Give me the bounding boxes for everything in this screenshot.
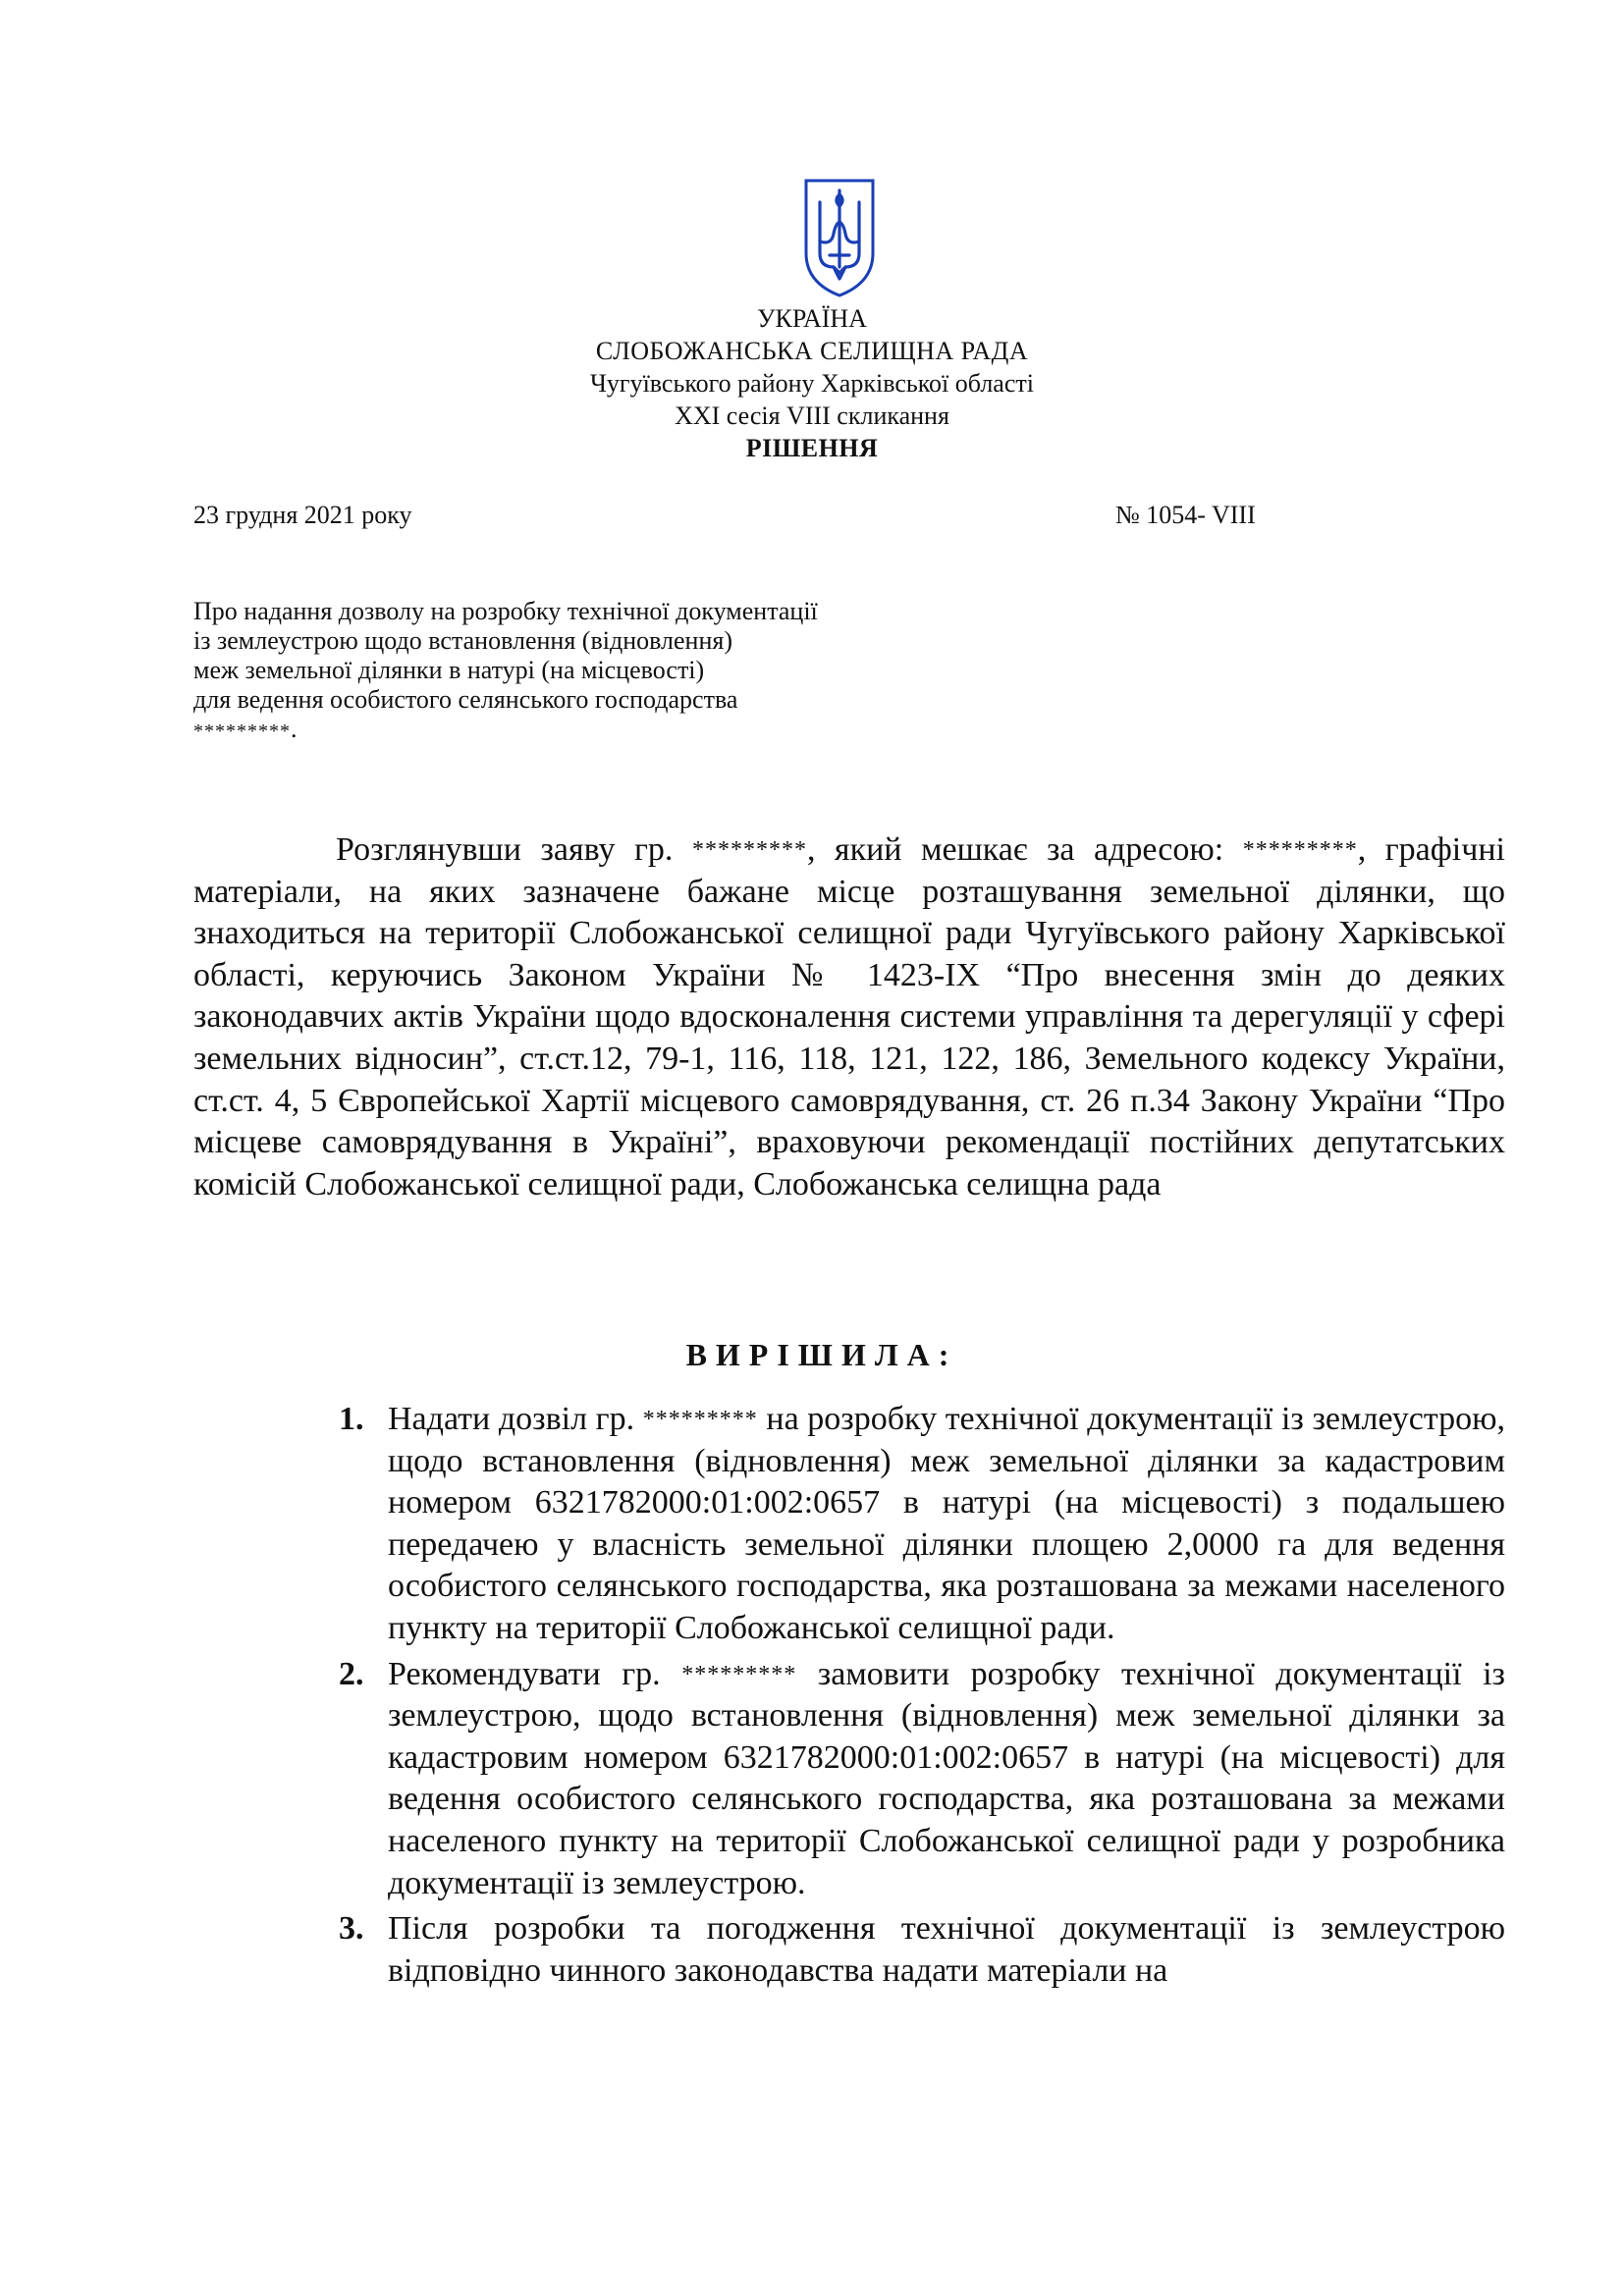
council-name: СЛОБОЖАНСЬКА СЕЛИЩНА РАДА xyxy=(595,337,1029,365)
redacted-name: ********* xyxy=(193,721,291,742)
decision-items xyxy=(339,1399,1505,1996)
preamble-text: , графічні матеріали, на яких зазначене бажане місце розташування земельної ділянки, що знаходиться на території Слобожанської селищної ради Чугуївського району Харківської області, керуючись Законом України № 1423-IX “Про внесення змін до деяких законодавчих актів України щодо вдосконалення системи управління та дерегуляції у сфері земельних відносин”, ст.ст.12, 79-1, 116, 118, 121, 122, 186, Земельного кодексу України, ст.ст. 4, 5 Європейської Хартії місцевого самоврядування, ст. 26 п.34 Закону України “Про місцеве самоврядування в Україні”, враховуючи рекомендації постійних депутатських комісій Слобожанської селищної ради, Слобожанська селищна рада xyxy=(193,831,1505,1202)
session-label: XXI сесія VIII скликання xyxy=(675,401,949,430)
subject-line: для ведення особистого селянського господарства xyxy=(193,685,738,714)
decision-date: 23 грудня 2021 року xyxy=(193,501,412,529)
subject-line: із землеустрою щодо встановлення (відновлення) xyxy=(193,626,732,655)
document-type: РІШЕННЯ xyxy=(745,434,879,462)
subject-line: меж земельної ділянки в натурі (на місцевості) xyxy=(193,656,705,684)
item-number: 1. xyxy=(339,1401,364,1437)
trident-coat-of-arms-icon xyxy=(800,177,879,299)
decision-number: № 1054- VIII xyxy=(1115,501,1256,529)
redacted-address: ********* xyxy=(1242,837,1358,863)
preamble-text: Розглянувши заяву гр. xyxy=(336,831,692,868)
decided-heading: ВИРІШИЛА: xyxy=(685,1337,958,1372)
item-text: Після розробки та погодження технічної документації із землеустрою відповідно чинного законодавства надати матеріали на xyxy=(388,1910,1505,1989)
subject-line: Про надання дозволу на розробку технічної документації xyxy=(193,597,818,625)
item-text: замовити розробку технічної документації із землеустрою, щодо встановлення (відновлення) меж земельної ділянки за кадастровим номером 6321782000:01:002:0657 в натурі (на місцевості) для ведення особистого селянського господарства, яка розташована за межами населеного пункту на території Слобожанської селищної ради у розробника документації із землеустрою. xyxy=(388,1655,1505,1901)
item-text: на розробку технічної документації із землеустрою, щодо встановлення (відновлення) меж земельної ділянки за кадастровим номером 6321782000:01:002:0657 в натурі (на місцевості) з подальшею передачею у власність земельної ділянки площею 2,0000 га для ведення особистого селянського господарства, яка розташована за межами населеного пункту на території Слобожанської селищної ради. xyxy=(388,1401,1505,1646)
decision-subject xyxy=(193,597,979,746)
redacted-name: ********* xyxy=(681,1661,797,1687)
subject-line xyxy=(193,715,979,746)
preamble-paragraph xyxy=(193,829,1505,1205)
decision-item xyxy=(339,1654,1505,1905)
item-number: 2. xyxy=(339,1655,364,1692)
item-number: 3. xyxy=(339,1910,364,1948)
subject-period: . xyxy=(291,715,298,743)
item-text: Рекомендувати гр. xyxy=(388,1655,682,1692)
country-title: УКРАЇНА xyxy=(757,304,867,333)
decision-item xyxy=(339,1908,1505,1992)
preamble-text: , який мешкає за адресою: xyxy=(806,831,1243,868)
decision-item xyxy=(339,1399,1505,1650)
district-name: Чугуївського району Харківської області xyxy=(590,369,1034,398)
redacted-name: ********* xyxy=(642,1407,758,1432)
redacted-name: ********* xyxy=(691,837,807,863)
item-text: Надати дозвіл гр. xyxy=(388,1401,643,1437)
